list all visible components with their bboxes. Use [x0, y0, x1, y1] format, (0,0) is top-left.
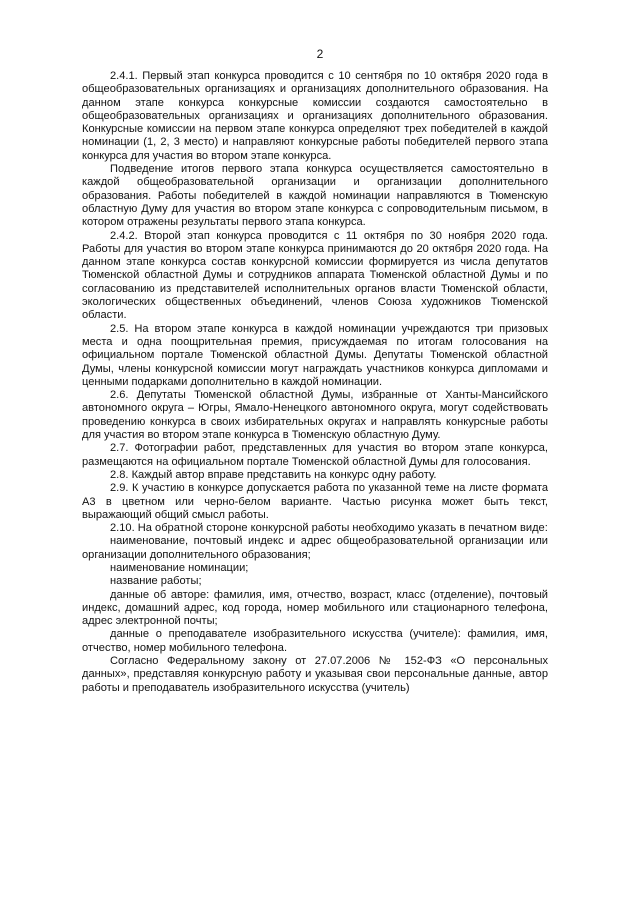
list-item-nomination: наименование номинации; — [110, 561, 249, 574]
paragraph-2-7: 2.7. Фотографии работ, представленных для участия во втором этапе конкурса, размещаются на официальном портале Тюменской областной Думы для голосования. — [82, 442, 548, 468]
document-body — [82, 70, 548, 695]
list-item-work-title: название работы; — [110, 575, 202, 588]
paragraph-2-5: 2.5. На втором этапе конкурса в каждой номинации учреждаются три призовых места и одна поощрительная премия, присуждаемая по итогам голосования на официальном портале Тюменской областной Думы. Депутаты Тюменской областной Думы, члены конкурсной комиссии могут награждать участников конкурса дипломами и ценными подарками дополнительно в каждой номинации. — [82, 322, 548, 388]
list-item-author-data: данные об авторе: фамилия, имя, отчество, возраст, класс (отделение), почтовый индекс, домашний адрес, код города, номер мобильного или стационарного телефона, адрес электронной почты; — [82, 588, 548, 628]
paragraph-first-stage-results: Подведение итогов первого этапа конкурса осуществляется самостоятельно в каждой общеобразовательной организации и организации дополнительного образования. Работы победителей в каждой номинации направляются в Тюменскую областную Думу для участия во втором этапе конкурса с сопроводительным письмом, в котором отражены результаты первого этапа конкурса. — [82, 163, 548, 229]
paragraph-2-4-2: 2.4.2. Второй этап конкурса проводится с 11 октября по 30 ноября 2020 года. Работы для участия во втором этапе конкурса принимаются до 20 октября 2020 года. На данном этапе конкурса состав конкурсной комиссии формируется из числа депутатов Тюменской областной Думы и сотрудников аппарата Тюменской областной Думы и по согласованию из представителей исполнительных органов власти Тюменской области, экологических общественных объединений, членов Союза художников Тюменской области. — [82, 229, 548, 322]
list-item-teacher-data: данные о преподавателе изобразительного искусства (учителе): фамилия, имя, отчество, номер мобильного телефона. — [82, 628, 548, 654]
paragraph-2-8: 2.8. Каждый автор вправе представить на конкурс одну работу. — [110, 468, 437, 481]
paragraph-2-10: 2.10. На обратной стороне конкурсной работы необходимо указать в печатном виде: — [110, 522, 548, 535]
list-item-organization: наименование, почтовый индекс и адрес общеобразовательной организации или организации дополнительного образования; — [82, 535, 548, 561]
paragraph-2-9: 2.9. К участию в конкурсе допускается работа по указанной теме на листе формата А3 в цветном или черно-белом варианте. Частью рисунка может быть текст, выражающий общий смысл работы. — [82, 482, 548, 521]
paragraph-2-4-1: 2.4.1. Первый этап конкурса проводится с 10 сентября по 10 октября 2020 года в общеобразовательных организациях и организациях дополнительного образования. На данном этапе конкурса конкурсные комиссии создаются самостоятельно в общеобразовательных организациях и организациях дополнительного образования. Конкурсные комиссии на первом этапе конкурса определяют трех победителей в каждой номинации (1, 2, 3 место) и направляют конкурсные работы победителей первого этапа конкурса для участия во втором этапе конкурса. — [82, 70, 548, 162]
paragraph-personal-data-law: Согласно Федеральному закону от 27.07.2006 № 152-ФЗ «О персональных данных», представляя конкурсную работу и указывая свои персональные данные, автор работы и преподаватель изобразительного искусства (учитель) — [82, 655, 548, 694]
page-number: 2 — [316, 47, 324, 61]
paragraph-2-6: 2.6. Депутаты Тюменской областной Думы, избранные от Ханты-Мансийского автономного округа – Югры, Ямало-Ненецкого автономного округа, могут содействовать проведению конкурса в своих избирательных округах и направлять конкурсные работы для участия во втором этапе конкурса в Тюменскую областную Думу. — [82, 389, 548, 442]
